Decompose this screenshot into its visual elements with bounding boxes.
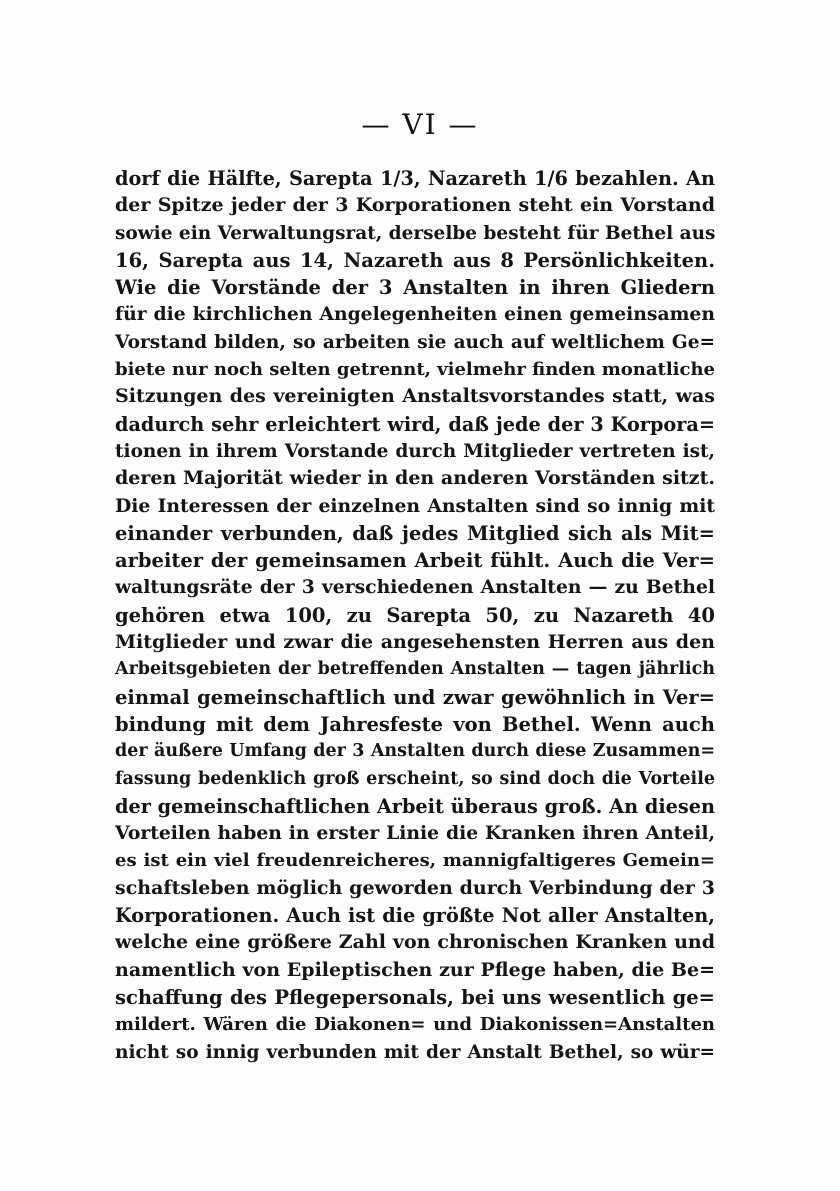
text-line: der gemeinschaftlichen Arbeit überaus groß. An diesen [115, 794, 715, 818]
text-line: bindung mit dem Jahresfeste von Bethel. Wenn auch [115, 712, 715, 736]
text-line: der äußere Umfang der 3 Anstalten durch diese Zusammen= [115, 741, 715, 762]
text-line: biete nur noch selten getrennt, vielmehr finden monatliche [115, 359, 715, 381]
text-line: Arbeitsgebieten der betreffenden Anstalten — tagen jährlich [115, 659, 715, 680]
text-line: einmal gemeinschaftlich und zwar gewöhnlich in Ver= [115, 685, 715, 709]
text-line: für die kirchlichen Angelegenheiten einen gemeinsamen [115, 303, 715, 326]
text-line: mildert. Wären die Diakonen= und Diakonissen=Anstalten [115, 1014, 715, 1036]
body-text [115, 165, 715, 1066]
text-line: dorf die Hälfte, Sarepta 1/3, Nazareth 1/6 bezahlen. An [115, 167, 715, 190]
text-line: deren Majorität wieder in den anderen Vorständen sitzt. [115, 467, 715, 490]
text-line: Korporationen. Auch ist die größte Not aller Anstalten, [115, 904, 715, 928]
text-line: 16, Sarepta aus 14, Nazareth aus 8 Persönlichkeiten. [115, 248, 715, 272]
text-line: einander verbunden, daß jedes Mitglied sich als Mit= [115, 521, 715, 545]
page-number: — VI — [361, 108, 479, 141]
text-line: namentlich von Epileptischen zur Pflege haben, die Be= [115, 958, 715, 981]
text-line: welche eine größere Zahl von chronischen Kranken und [115, 931, 715, 954]
text-line: sowie ein Verwaltungsrat, derselbe besteht für Bethel aus [115, 222, 715, 244]
text-line: schaftsleben möglich geworden durch Verbindung der 3 [115, 876, 715, 899]
text-line: waltungsräte der 3 verschiedenen Anstalten — zu Bethel [115, 576, 715, 599]
text-line: tionen in ihrem Vorstande durch Mitglieder vertreten ist, [115, 440, 715, 462]
text-line: schaffung des Pflegepersonals, bei uns wesentlich ge= [115, 985, 715, 1009]
text-line: Mitglieder und zwar die angesehensten Herren aus den [115, 631, 715, 654]
text-line: Vorstand bilden, so arbeiten sie auch auf weltlichem Ge= [115, 331, 715, 353]
text-line: der Spitze jeder der 3 Korporationen steht ein Vorstand [115, 194, 715, 217]
text-line: arbeiter der gemeinsamen Arbeit fühlt. Auch die Ver= [115, 549, 715, 573]
text-line: Vorteilen haben in erster Linie die Kranken ihren Anteil, [115, 822, 715, 845]
text-line: Die Interessen der einzelnen Anstalten sind so innig mit [115, 494, 715, 517]
text-line: Wie die Vorstände der 3 Anstalten in ihren Gliedern [115, 276, 715, 300]
text-line: dadurch sehr erleichtert wird, daß jede der 3 Korpora= [115, 412, 715, 436]
text-line: Sitzungen des vereinigten Anstaltsvorstandes statt, was [115, 385, 715, 408]
text-line: es ist ein viel freudenreicheres, mannigfaltigeres Gemein= [115, 850, 715, 872]
text-line: nicht so innig verbunden mit der Anstalt Bethel, so wür= [115, 1041, 715, 1063]
text-line: fassung bedenklich groß erscheint, so sind doch die Vorteile [115, 768, 715, 789]
text-line: gehören etwa 100, zu Sarepta 50, zu Nazareth 40 [115, 603, 715, 627]
